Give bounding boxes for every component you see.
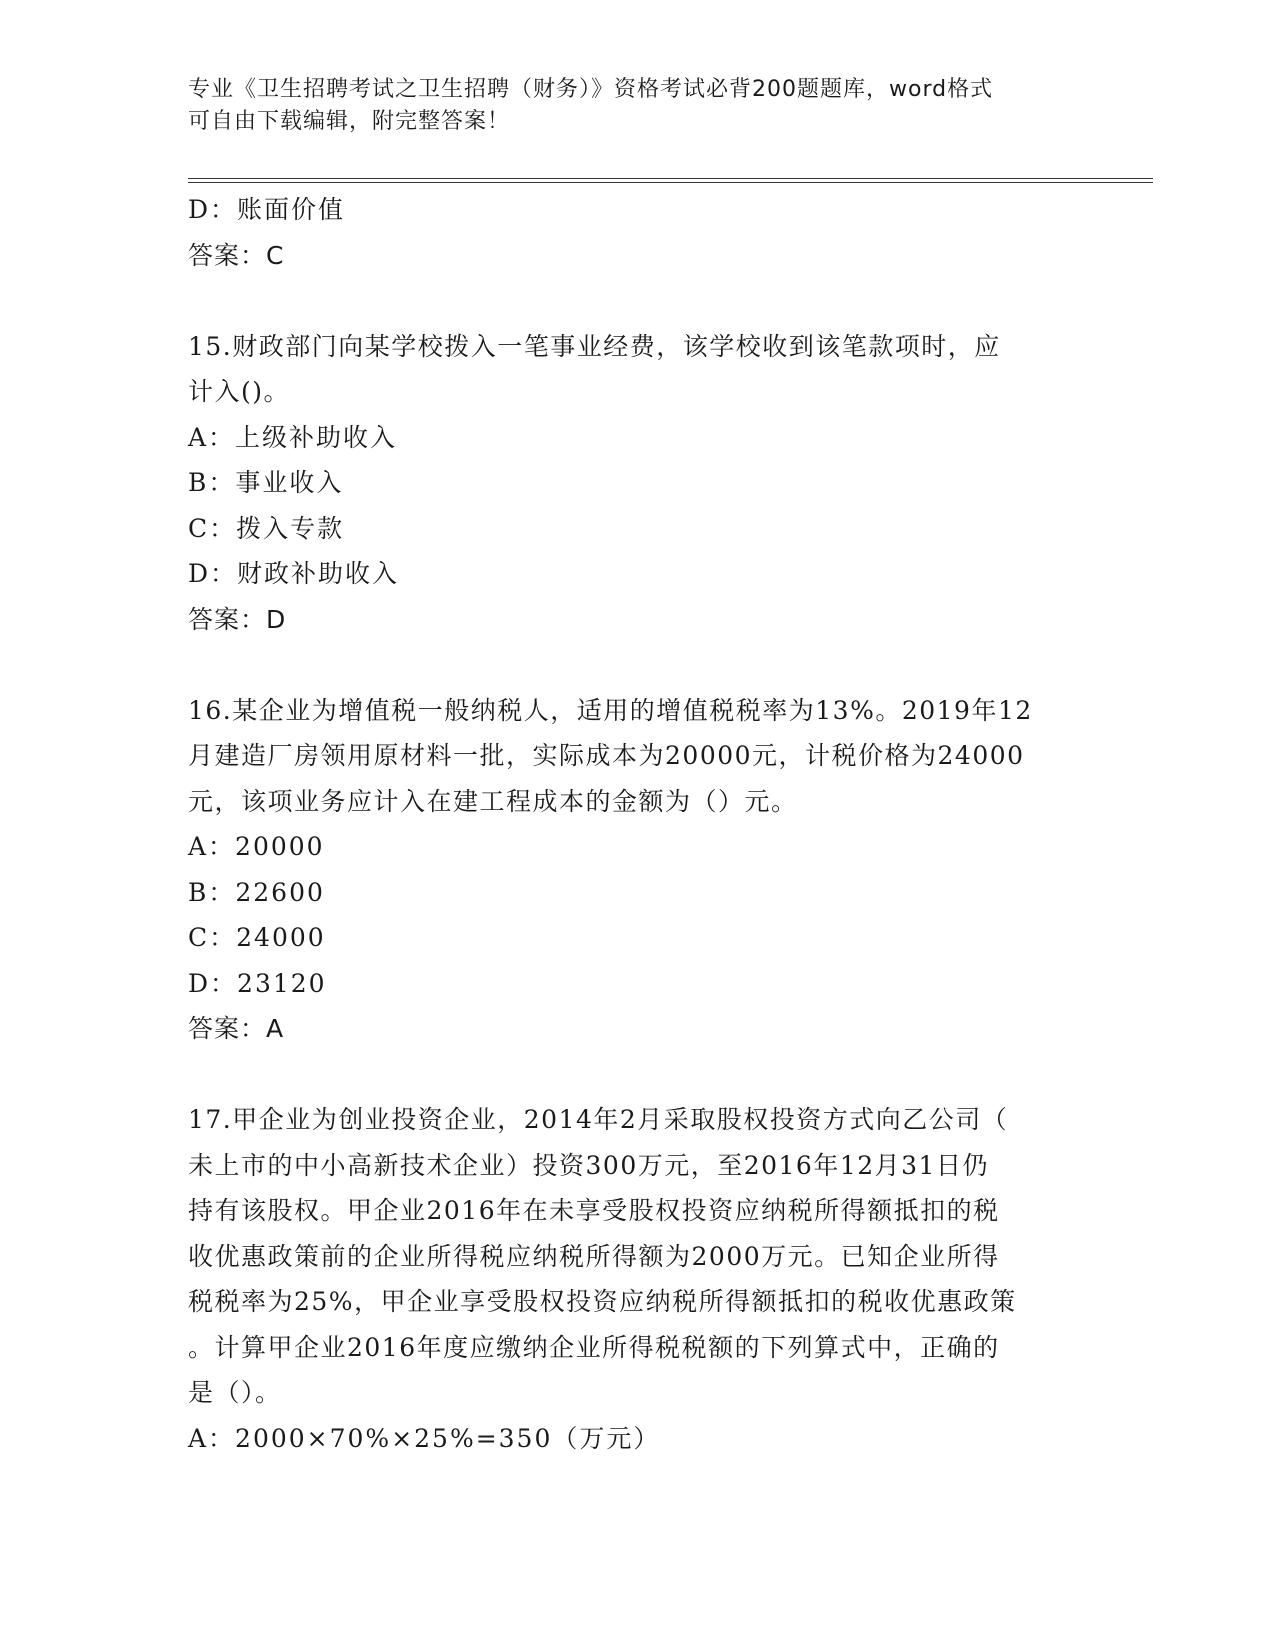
spacer	[188, 1052, 1088, 1098]
stem-line: 税税率为25%，甲企业享受股权投资应纳税所得额抵扣的税收优惠政策	[188, 1287, 1017, 1316]
stem-line: 15.财政部门向某学校拨入一笔事业经费，该学校收到该笔款项时，应	[188, 331, 1001, 361]
stem-line: 元，该项业务应计入在建工程成本的金额为（）元。	[188, 786, 798, 816]
options-list	[188, 415, 1088, 597]
header-divider-bottom	[188, 182, 1153, 183]
stem-line: 是（）。	[188, 1378, 282, 1407]
option-c: C：24000	[188, 923, 326, 952]
option-d: D：财政补助收入	[188, 559, 400, 588]
question-14-tail	[188, 187, 1088, 278]
stem-line: 。计算甲企业2016年度应缴纳企业所得税税额的下列算式中，正确的	[188, 1332, 1000, 1362]
question-stem	[188, 1097, 1088, 1416]
stem-line: 月建造厂房领用原材料一批，实际成本为20000元，计税价格为24000	[188, 741, 1025, 770]
stem-line: 计入()。	[188, 377, 291, 406]
document-body	[188, 187, 1088, 1461]
header-line-1: 专业《卫生招聘考试之卫生招聘（财务）》资格考试必背200题题库，word格式	[188, 77, 994, 102]
header-line-2: 可自由下载编辑，附完整答案！	[188, 109, 511, 134]
question-16	[188, 688, 1088, 1052]
option-b: B：22600	[188, 877, 325, 907]
option-a: A：20000	[188, 832, 325, 861]
question-stem	[188, 324, 1088, 415]
option-a: A：上级补助收入	[188, 422, 398, 452]
stem-line: 未上市的中小高新技术企业）投资300万元，至2016年12月31日仍	[188, 1150, 989, 1180]
stem-line: 持有该股权。甲企业2016年在未享受股权投资应纳税所得额抵扣的税	[188, 1196, 1000, 1225]
option-c: C：拨入专款	[188, 513, 345, 543]
option-d: D：账面价值	[188, 195, 346, 224]
answer-label: 答案：D	[188, 604, 287, 634]
options-list	[188, 824, 1088, 1006]
stem-line: 收优惠政策前的企业所得税应纳税所得额为2000万元。已知企业所得	[188, 1241, 1000, 1271]
answer-label: 答案：C	[188, 240, 285, 270]
stem-line: 16.某企业为增值税一般纳税人，适用的增值税税率为13%。2019年12	[188, 695, 1033, 725]
options-list	[188, 1416, 1088, 1462]
answer-label: 答案：A	[188, 1014, 285, 1043]
option-a: A：2000×70%×25%=350（万元）	[188, 1423, 661, 1453]
question-stem	[188, 688, 1088, 825]
option-b: B：事业收入	[188, 468, 344, 497]
question-17	[188, 1097, 1088, 1461]
option-d: D：23120	[188, 968, 327, 998]
question-15	[188, 324, 1088, 643]
spacer	[188, 278, 1088, 324]
document-header	[188, 74, 1068, 138]
spacer	[188, 642, 1088, 688]
stem-line: 17.甲企业为创业投资企业，2014年2月采取股权投资方式向乙公司（	[188, 1105, 1009, 1134]
header-divider-top	[188, 178, 1153, 179]
